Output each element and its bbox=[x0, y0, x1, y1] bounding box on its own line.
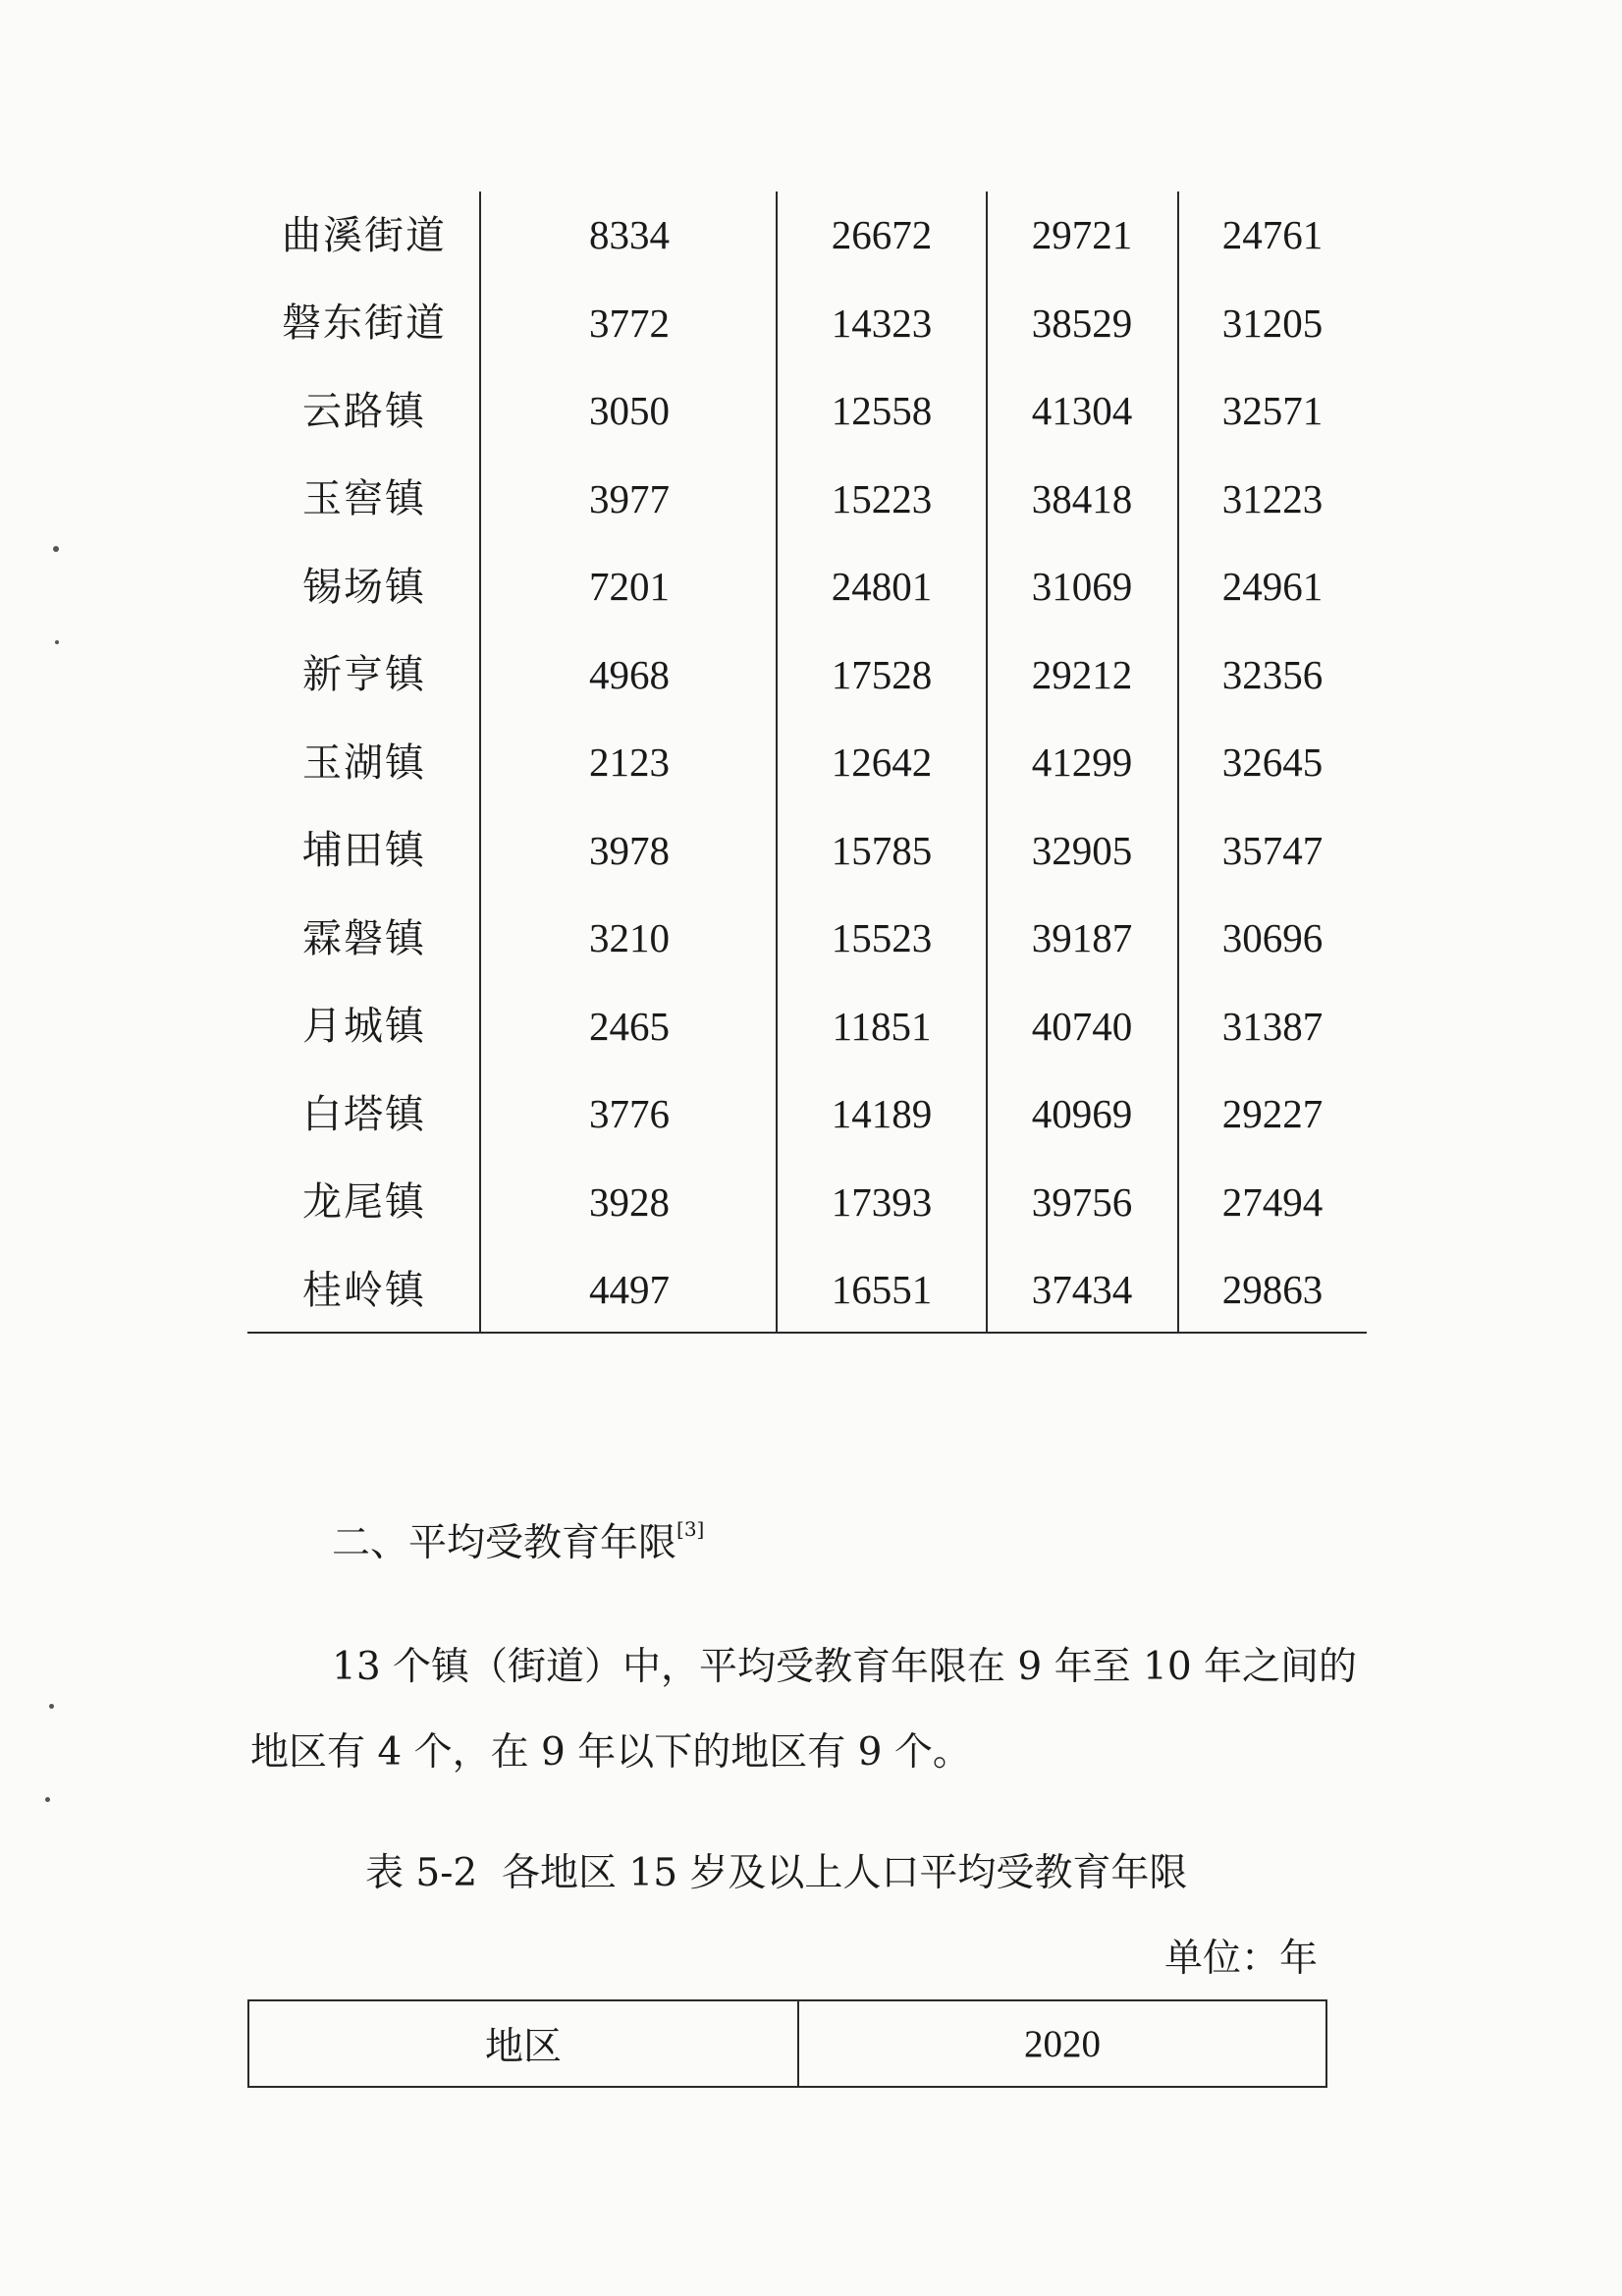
value-cell: 37434 bbox=[1031, 1267, 1133, 1313]
value-cell: 32571 bbox=[1221, 388, 1324, 434]
value-cell: 39756 bbox=[1031, 1178, 1133, 1225]
value-cell: 7201 bbox=[589, 564, 670, 610]
section-heading-text: 二、平均受教育年限 bbox=[332, 1521, 677, 1565]
value-cell: 2123 bbox=[589, 739, 670, 786]
table-row bbox=[247, 807, 1367, 896]
table-row bbox=[247, 631, 1367, 720]
scan-speck bbox=[49, 1704, 54, 1709]
table-5-1-bottom-rule bbox=[247, 1332, 1367, 1334]
region-cell: 磐东街道 bbox=[282, 301, 447, 347]
paragraph-line-1: 13 个镇（街道）中，平均受教育年限在 9 年至 10 年之间的 bbox=[332, 1645, 1358, 1689]
value-cell: 11851 bbox=[832, 1003, 932, 1049]
table-5-2-unit: 单位：年 bbox=[1164, 1937, 1319, 1981]
table-5-1-divider bbox=[1177, 191, 1179, 1333]
table-row bbox=[247, 191, 1367, 280]
value-cell: 14323 bbox=[831, 300, 933, 346]
value-cell: 15523 bbox=[831, 915, 933, 961]
value-cell: 39187 bbox=[1031, 915, 1133, 961]
table-row bbox=[247, 456, 1367, 544]
table-row bbox=[247, 1246, 1367, 1335]
scan-speck bbox=[55, 640, 59, 644]
value-cell: 27494 bbox=[1221, 1178, 1324, 1225]
value-cell: 24761 bbox=[1221, 212, 1324, 258]
header-year: 2020 bbox=[1024, 2022, 1101, 2065]
value-cell: 12642 bbox=[831, 739, 933, 786]
value-cell: 40740 bbox=[1031, 1003, 1133, 1049]
value-cell: 24961 bbox=[1221, 564, 1324, 610]
region-cell: 玉窖镇 bbox=[302, 476, 426, 522]
value-cell: 38529 bbox=[1031, 300, 1133, 346]
table-5-1-divider bbox=[479, 191, 481, 1333]
value-cell: 31205 bbox=[1221, 300, 1324, 346]
region-cell: 新亨镇 bbox=[302, 652, 426, 698]
value-cell: 30696 bbox=[1221, 915, 1324, 961]
section-heading bbox=[332, 1517, 705, 1565]
table-5-2-header bbox=[247, 1999, 1327, 2088]
region-cell: 白塔镇 bbox=[302, 1091, 426, 1137]
value-cell: 17393 bbox=[831, 1178, 933, 1225]
region-cell: 桂岭镇 bbox=[302, 1267, 426, 1313]
region-cell: 霖磐镇 bbox=[302, 915, 426, 961]
region-cell: 埔田镇 bbox=[302, 828, 426, 874]
table-5-2-caption: 表 5-2 各地区 15 岁及以上人口平均受教育年限 bbox=[365, 1851, 1188, 1895]
table-row bbox=[247, 367, 1367, 456]
value-cell: 38418 bbox=[1031, 475, 1133, 521]
value-cell: 31223 bbox=[1221, 475, 1324, 521]
scan-speck bbox=[45, 1797, 50, 1802]
value-cell: 32356 bbox=[1221, 651, 1324, 697]
table-row bbox=[247, 983, 1367, 1071]
value-cell: 12558 bbox=[831, 388, 933, 434]
region-cell: 玉湖镇 bbox=[302, 739, 426, 786]
paragraph-line-2: 地区有 4 个，在 9 年以下的地区有 9 个。 bbox=[250, 1730, 971, 1775]
value-cell: 4497 bbox=[589, 1267, 670, 1313]
value-cell: 24801 bbox=[831, 564, 933, 610]
value-cell: 31069 bbox=[1031, 564, 1133, 610]
value-cell: 32905 bbox=[1031, 827, 1133, 873]
value-cell: 16551 bbox=[831, 1267, 933, 1313]
region-cell: 锡场镇 bbox=[302, 564, 426, 610]
value-cell: 8334 bbox=[589, 212, 670, 258]
scan-speck bbox=[53, 546, 59, 552]
value-cell: 2465 bbox=[589, 1003, 670, 1049]
value-cell: 17528 bbox=[831, 651, 933, 697]
value-cell: 4968 bbox=[589, 651, 670, 697]
value-cell: 3977 bbox=[589, 475, 670, 521]
table-5-1-divider bbox=[986, 191, 988, 1333]
header-region: 地区 bbox=[249, 2001, 799, 2086]
table-row bbox=[247, 1070, 1367, 1159]
value-cell: 31387 bbox=[1221, 1003, 1324, 1049]
value-cell: 15785 bbox=[831, 827, 933, 873]
region-cell: 云路镇 bbox=[302, 388, 426, 434]
table-5-1 bbox=[247, 191, 1367, 1335]
value-cell: 3050 bbox=[589, 388, 670, 434]
region-cell: 月城镇 bbox=[302, 1004, 426, 1050]
value-cell: 3210 bbox=[589, 915, 670, 961]
value-cell: 14189 bbox=[831, 1091, 933, 1137]
table-row bbox=[247, 895, 1367, 983]
value-cell: 35747 bbox=[1221, 827, 1324, 873]
value-cell: 41304 bbox=[1031, 388, 1133, 434]
value-cell: 3772 bbox=[589, 300, 670, 346]
value-cell: 32645 bbox=[1221, 739, 1324, 786]
region-cell: 曲溪街道 bbox=[282, 212, 447, 258]
value-cell: 3928 bbox=[589, 1178, 670, 1225]
table-5-1-divider bbox=[776, 191, 778, 1333]
value-cell: 40969 bbox=[1031, 1091, 1133, 1137]
table-row bbox=[247, 543, 1367, 631]
footnote-ref: [3] bbox=[676, 1517, 705, 1541]
value-cell: 3978 bbox=[589, 827, 670, 873]
value-cell: 29863 bbox=[1221, 1267, 1324, 1313]
value-cell: 29721 bbox=[1031, 212, 1133, 258]
value-cell: 41299 bbox=[1031, 739, 1133, 786]
table-row bbox=[247, 280, 1367, 368]
value-cell: 15223 bbox=[831, 475, 933, 521]
value-cell: 3776 bbox=[589, 1091, 670, 1137]
value-cell: 29212 bbox=[1031, 651, 1133, 697]
table-row bbox=[247, 719, 1367, 807]
value-cell: 29227 bbox=[1221, 1091, 1324, 1137]
value-cell: 26672 bbox=[831, 212, 933, 258]
region-cell: 龙尾镇 bbox=[302, 1179, 426, 1226]
table-row bbox=[247, 1159, 1367, 1247]
